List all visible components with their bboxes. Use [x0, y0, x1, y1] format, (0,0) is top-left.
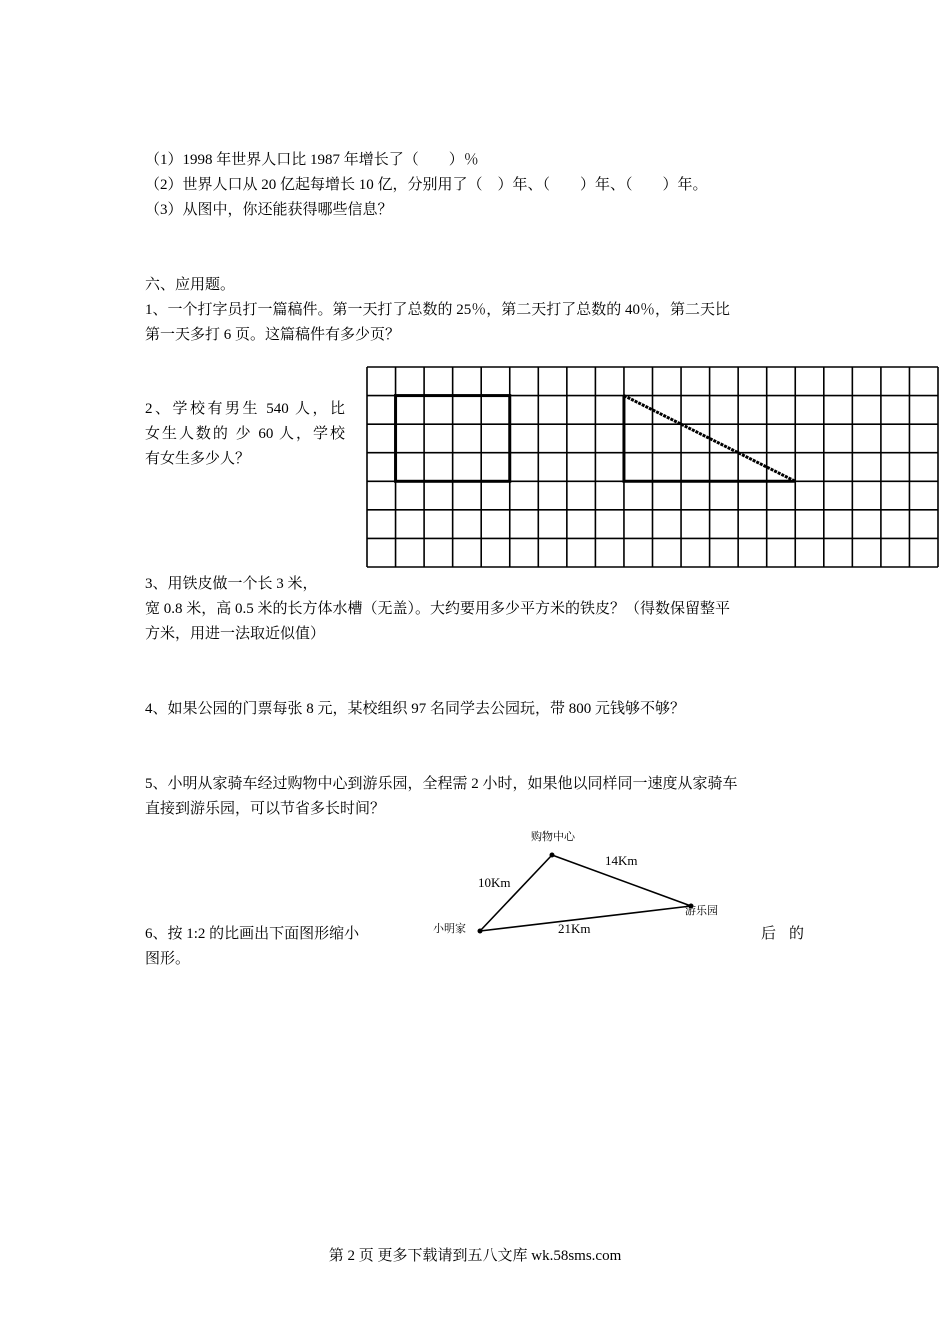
problem-1-line-2: 第一天多打 6 页。这篇稿件有多少页？	[145, 327, 401, 343]
problem-6-right-word-1: 后	[761, 926, 777, 942]
problem-6-line-2: 图形。	[145, 951, 191, 967]
problem-5-line-1: 5、小明从家骑车经过购物中心到游乐园，全程需 2 小时，如果他以同样同一速度从家骑车	[145, 776, 738, 792]
label-park: 游乐园	[685, 905, 718, 917]
problem-3-line-1: 3、用铁皮做一个长 3 米，	[145, 576, 318, 592]
problem-5-line-2: 直接到游乐园，可以节省多长时间？	[145, 801, 386, 817]
question-1: （1）1998 年世界人口比 1987 年增长了（ ）％	[145, 152, 479, 168]
problem-3-line-3: 方米，用进一法取近似值）	[145, 626, 326, 642]
distance-home-shopping: 10Km	[478, 875, 511, 890]
point-shopping	[550, 853, 555, 858]
edge-home-shopping	[480, 855, 552, 931]
problem-2-line-2: 女生人数的 少 60 人，学校	[145, 426, 345, 442]
distance-shopping-park: 14Km	[605, 853, 638, 868]
question-2: （2）世界人口从 20 亿起每增长 10 亿，分别用了（ ）年、（ ）年、（ ）年。	[145, 177, 708, 193]
label-home: 小明家	[433, 923, 466, 935]
label-shopping: 购物中心	[531, 831, 575, 843]
point-home	[478, 929, 483, 934]
section-heading: 六、应用题。	[145, 277, 236, 293]
problem-1-line-1: 1、一个打字员打一篇稿件。第一天打了总数的 25％，第二天打了总数的 40％，第二天比	[145, 302, 731, 318]
page-footer: 第 2 页 更多下载请到五八文库 wk.58sms.com	[328, 1248, 622, 1264]
problem-2-line-1: 2、学校有男生 540 人，比	[145, 401, 345, 417]
distance-home-park: 21Km	[558, 921, 591, 936]
question-3: （3）从图中，你还能获得哪些信息？	[145, 202, 393, 218]
problem-6-left: 6、按 1:2 的比画出下面图形缩小	[145, 926, 360, 942]
problem-3-line-2: 宽 0.8 米，高 0.5 米的长方体水槽（无盖）。大约要用多少平方米的铁皮？（得数保留整平	[145, 601, 731, 617]
problem-4: 4、如果公园的门票每张 8 元，某校组织 97 名同学去公园玩，带 800 元钱够不够？	[145, 701, 686, 717]
problem-6-right-word-2: 的	[789, 926, 805, 942]
problem-2-line-3: 有女生多少人？	[145, 451, 251, 467]
